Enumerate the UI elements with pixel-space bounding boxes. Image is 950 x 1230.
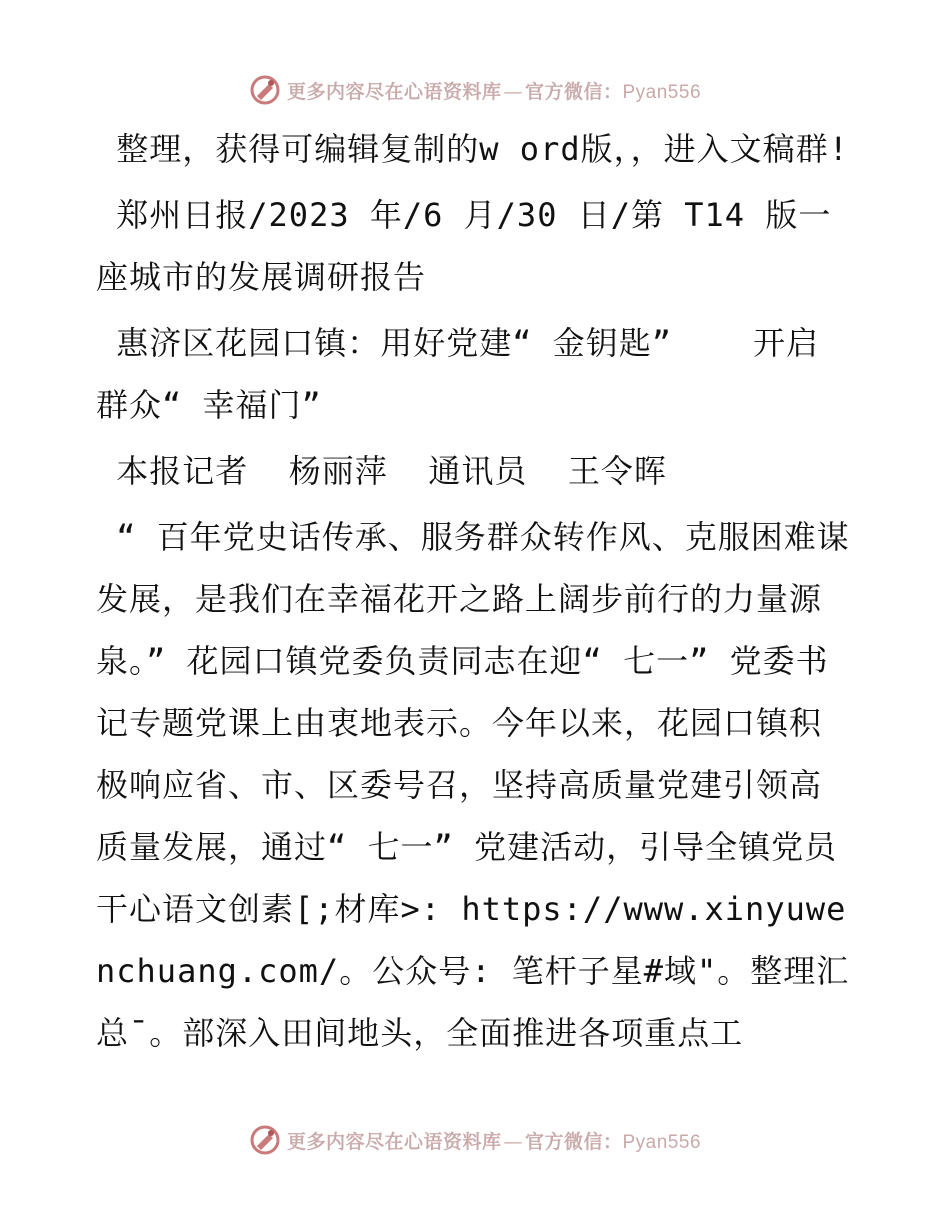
pen-logo-icon (249, 74, 281, 106)
watermark-wechat-id: Pyan556 (622, 81, 702, 103)
paragraph-intro: 整理，获得可编辑复制的w ord版，，进入文稿群! (96, 130, 849, 168)
watermark-dash: — (503, 1130, 523, 1153)
watermark-wechat-id: Pyan556 (622, 1131, 702, 1153)
watermark-official-text: 官方微信： (524, 80, 623, 103)
header-watermark (0, 70, 950, 110)
watermark-text (287, 77, 701, 104)
paragraph-byline: 本报记者 杨丽萍 通讯员 王令晖 (96, 452, 667, 490)
watermark-official-text: 官方微信： (524, 1130, 623, 1153)
document-body (96, 118, 852, 1068)
paragraph-body: “ 百年党史话传承、服务群众转作风、克服困难谋发展，是我们在幸福花开之路上阔步前行的力量源泉。” 花园口镇党委负责同志在迎“ 七一” 党委书记专题党课上由衷地表示。今年以来，花园口镇积极响应省、市、区委号召，坚持高质量党建引领高质量发展，通过“ 七一” 党建活动，引导全镇党员干心语文创素[;材库>: https://www.xinyuwenchuang.com/。公众号: 笔杆子星#域"。整理汇总¯。部深入田间地头，全面推进各项重点工 (96, 518, 850, 1052)
watermark-main-text: 更多内容尽在心语资料库 (286, 80, 502, 103)
footer-watermark (0, 1120, 950, 1160)
paragraph-source: 郑州日报/2023 年/6 月/30 日/第 T14 版一座城市的发展调研报告 (96, 196, 832, 296)
pen-logo-icon (249, 1124, 281, 1156)
watermark-text (287, 1127, 701, 1154)
watermark-dash: — (503, 80, 523, 103)
watermark-main-text: 更多内容尽在心语资料库 (286, 1130, 502, 1153)
paragraph-headline: 惠济区花园口镇：用好党建“ 金钥匙” 开启群众“ 幸福门” (96, 324, 820, 424)
